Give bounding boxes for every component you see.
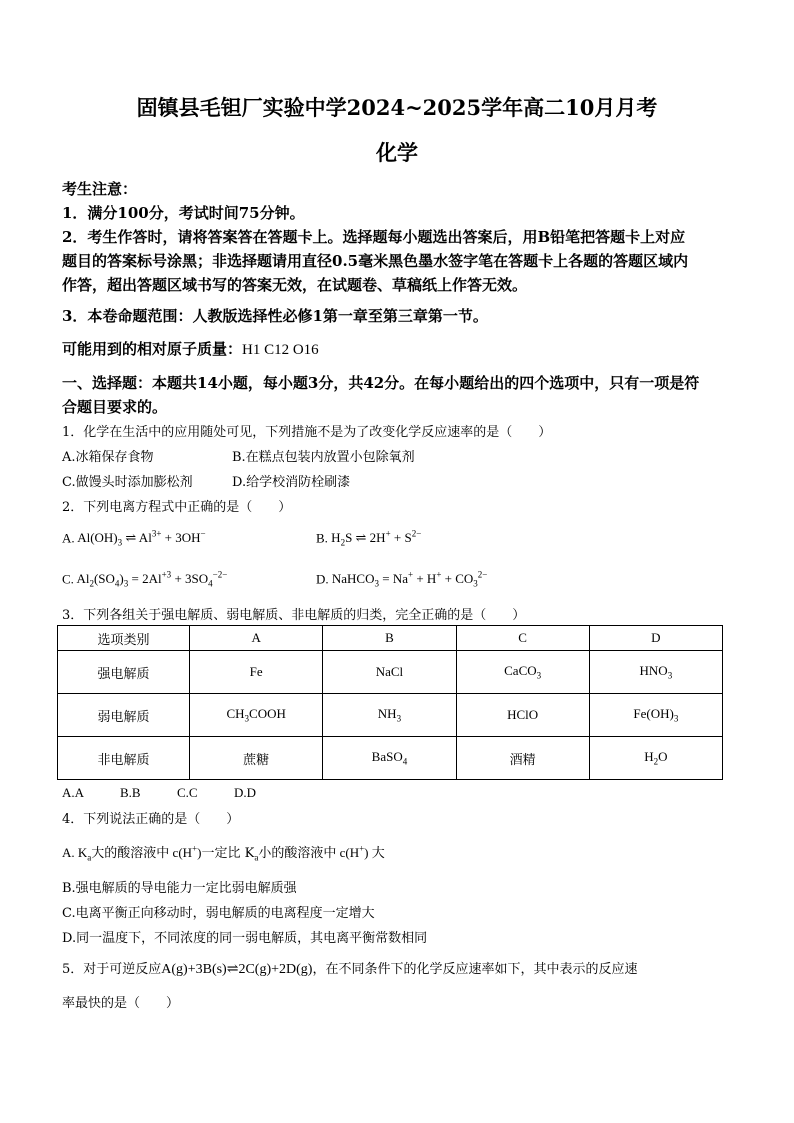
q2-option-a	[62, 529, 206, 548]
cell-non-d: $H_2O$	[589, 737, 722, 780]
exam-title: 固镇县毛钽厂实验中学2024~2025学年高二10月月考	[136, 95, 658, 120]
header-category: 选项类别	[58, 626, 190, 651]
q2-option-c-letter: C.	[62, 571, 74, 587]
row-label-strong: 强电解质	[58, 651, 190, 694]
q2-option-d-letter: D.	[316, 571, 329, 587]
q2-option-c	[62, 570, 227, 589]
cell-strong-c: CaCO$_3$	[456, 651, 589, 694]
q2-option-a-letter: A.	[62, 530, 75, 546]
cell-strong-d: $HNO_3$	[589, 651, 722, 694]
q2-option-a-equation: $Al(OH)_3$ ⇌ $Al^{3+} + 3OH^-$	[77, 529, 206, 548]
q1-stem: 1．化学在生活中的应用随处可见，下列措施不是为了改变化学反应速率的是（ ）	[62, 425, 552, 440]
q1-option-a: A.冰箱保存食物	[62, 450, 154, 465]
q4-option-c: C.电离平衡正向移动时，弱电解质的电离程度一定增大	[62, 906, 375, 921]
table-row	[58, 694, 723, 737]
header-b: B	[323, 626, 456, 651]
header-c: C	[456, 626, 589, 651]
subject-title: 化学	[376, 140, 418, 165]
row-label-weak: 弱电解质	[58, 694, 190, 737]
cell-non-c: 酒精	[456, 737, 589, 780]
q3-stem: 3．下列各组关于强电解质、弱电解质、非电解质的归类，完全正确的是（ ）	[62, 608, 526, 623]
notice-item-1: 1．满分100分，考试时间75分钟。	[62, 204, 305, 222]
cell-weak-a: $CH_3COOH$	[189, 694, 322, 737]
q2-option-d-equation: NaHCO$_3$ = $Na^+ + H^+ + CO_3^{2-}$	[331, 570, 488, 589]
q2-option-b-equation: $H_2S$ ⇌ $2H^+ + S^{2-}$	[331, 529, 422, 548]
section1-instructions-line2: 合题目要求的。	[62, 398, 168, 416]
header-a: A	[189, 626, 322, 651]
q3-option-c: C.C	[177, 785, 198, 800]
cell-weak-c: HClO	[456, 694, 589, 737]
q2-option-d	[316, 570, 487, 589]
q3-option-a: A.A	[62, 785, 85, 800]
q5-reaction: A(g)+3B(s)⇌2C(g)+2D(g)	[161, 962, 313, 977]
q2-option-b	[316, 529, 421, 548]
row-label-non: 非电解质	[58, 737, 190, 780]
q5-stem: 5．对于可逆反应A(g)+3B(s)⇌2C(g)+2D(g)，在不同条件下的化学反应速率如下，其中表示的反应速	[62, 962, 638, 977]
table-row	[58, 651, 723, 694]
notice-item-2b: 题目的答案标号涂黑；非选择题请用直径0.5毫米黑色墨水签字笔在答题卡上各题的答题区域内	[62, 252, 689, 270]
cell-weak-b: $NH_3$	[323, 694, 456, 737]
q4-stem: 4．下列说法正确的是（ ）	[62, 812, 240, 827]
header-d: D	[589, 626, 722, 651]
notice-item-3: 3．本卷命题范围：人教版选择性必修1第一章至第三章第一节。	[62, 307, 488, 325]
q1-option-c: C.做馒头时添加膨松剂	[62, 475, 193, 490]
cell-strong-b: NaCl	[323, 651, 456, 694]
q1-option-b: B.在糕点包装内放置小包除氧剂	[232, 450, 415, 465]
notice-heading: 考生注意：	[62, 180, 138, 198]
cell-non-a: 蔗糖	[189, 737, 322, 780]
atomic-masses-values: H1 C12 O16	[242, 342, 319, 358]
q4-option-d: D.同一温度下，不同浓度的同一弱电解质，其电离平衡常数相同	[62, 931, 428, 946]
notice-item-2c: 作答，超出答题区域书写的答案无效，在试题卷、草稿纸上作答无效。	[62, 276, 528, 294]
notice-item-2a: 2．考生作答时，请将答案答在答题卡上。选择题每小题选出答案后，用B铅笔把答题卡上对应	[62, 228, 686, 246]
table-header-row	[58, 626, 723, 651]
atomic-masses-label: 可能用到的相对原子质量：	[62, 340, 243, 358]
q3-classification-table	[57, 625, 723, 780]
q2-stem: 2．下列电离方程式中正确的是（ ）	[62, 500, 292, 515]
q2-option-b-letter: B.	[316, 530, 328, 546]
q5-stem-line2: 率最快的是（ ）	[62, 996, 180, 1011]
q3-option-b: B.B	[120, 785, 141, 800]
q3-option-d: D.D	[234, 785, 257, 800]
q1-option-d: D.给学校消防栓刷漆	[232, 475, 351, 490]
section1-instructions-line1: 一、选择题：本题共14小题，每小题3分，共42分。在每小题给出的四个选项中，只有一项是符	[62, 374, 700, 392]
atomic-masses	[62, 338, 319, 359]
table-row	[58, 737, 723, 780]
cell-non-b: BaSO$_4$	[323, 737, 456, 780]
cell-weak-d: $Fe(OH)_3$	[589, 694, 722, 737]
q2-option-c-equation: $Al_2(SO_4)_3 = 2Al^{+3} + 3SO_4^{-2-}$	[76, 570, 228, 589]
cell-strong-a: Fe	[189, 651, 322, 694]
q4-option-b: B.强电解质的导电能力一定比弱电解质强	[62, 881, 297, 896]
q4-option-a: A. $K_a$大的酸溶液中 c(H+)一定比 $K_a$小的酸溶液中 c(H+) 大	[62, 843, 385, 863]
